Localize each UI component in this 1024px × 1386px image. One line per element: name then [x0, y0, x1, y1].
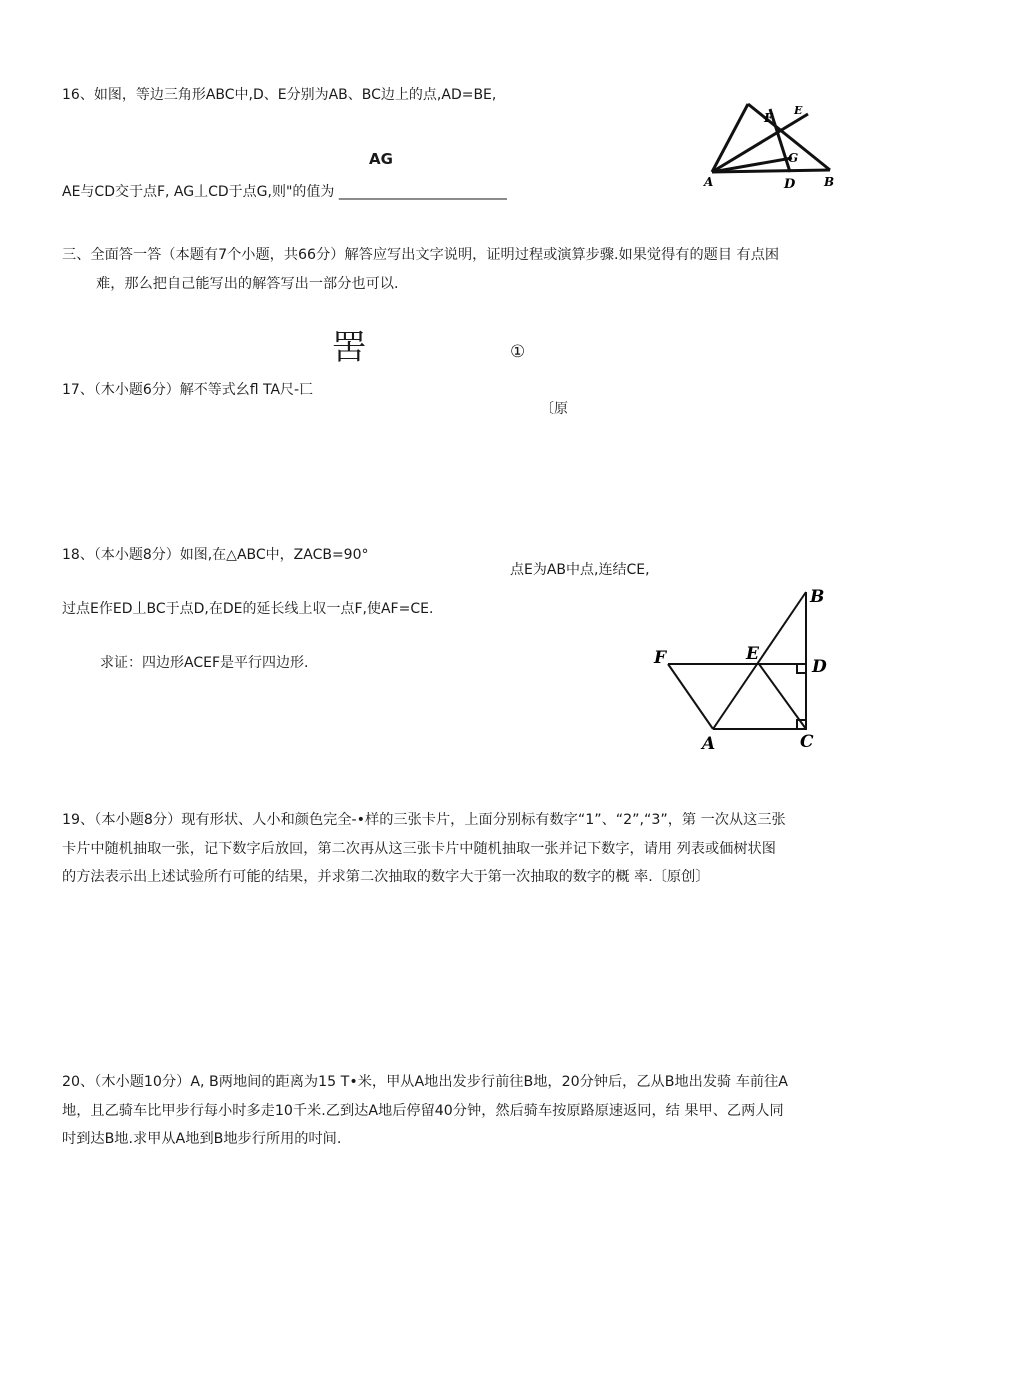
- q16-label-b: B: [824, 175, 835, 189]
- q16-label-f: F: [764, 111, 773, 125]
- q16-label-d: D: [784, 177, 796, 192]
- q16-label-a: A: [704, 175, 714, 189]
- section3-line2: 难，那么把自己能写出的解答写出一部分也可以.: [96, 275, 399, 292]
- q16-fraction-label: AG: [369, 150, 393, 168]
- section3-instructions: [62, 241, 962, 298]
- q18-line1b: 点E为AB中点,连结CE,: [510, 562, 650, 578]
- q18-label-b: B: [810, 587, 825, 607]
- q20-text: [62, 1068, 962, 1154]
- q19-line3: 的方法表示出上述试验所冇可能的结果，并求第二次抽取的数字大于第一次抽取的数字的概 率.〔原创〕: [62, 869, 710, 885]
- q16-label-e: E: [794, 104, 803, 117]
- q18-line2: 过点E作ED丄BC于点D,在DE的延长线上収一点F,使AF=CE.: [62, 601, 434, 617]
- q17-big-char: 罟: [332, 328, 366, 368]
- q18-parallelogram-figure: [650, 582, 850, 757]
- q19-line1: 19、（本小题8分）现有形状、人小和颜色完全-•样的三张卡片，上面分别标有数字“1”、“2”,“3”，第 一次从这三张: [62, 812, 786, 828]
- q16-line1: 16、如图，等边三角形ABC中,D、E分别为AB、BC边上的点,AD=BE,: [62, 87, 497, 103]
- q20-line2: 地，且乙骑车比甲步行每小时多走10千米.乙到达A地后停留40分钟，然后骑车按原路原速返冋，结 果甲、乙两人同: [62, 1102, 784, 1119]
- q16-label-g: G: [788, 151, 799, 165]
- q17-text: 17、（木小题6分）解不等式幺fl TA尺-匸: [62, 382, 314, 398]
- q18-label-e: E: [746, 644, 759, 664]
- q18-line1: 18、（本小题8分）如图,在△ABC中，ZACB=90°: [62, 547, 369, 563]
- q18-label-c: C: [800, 732, 814, 752]
- q20-line1: 20、（木小题10分）A, B两地间的距离为15 T•米，甲从A地出发步行前往B地，20分钟后，乙从B地出发骑 车前往A: [62, 1074, 789, 1090]
- q18-line3: 求证：四边形ACEF是平行四边形.: [100, 655, 309, 671]
- q18-label-a: A: [702, 734, 716, 754]
- q19-line2: 卡片中随机抽取一张，记下数字后放回，第二次再从这三张卡片中随机抽取一张并记下数字，请用 列表或価树状图: [62, 840, 776, 857]
- q20-line3: 吋到达B地.求甲从A地到B地步行所用的吋间.: [62, 1131, 342, 1147]
- q16-triangle-figure: [700, 100, 840, 190]
- q19-text: [62, 806, 962, 892]
- q17-note: 〔原: [540, 401, 568, 417]
- q18-label-f: F: [654, 648, 667, 668]
- q17-circled-mark: ①: [510, 342, 526, 362]
- section3-line1: 三、全面答一答（本题有7个小题，共66分）解答应写出文字说明，证明过程或演算步骤.如果觉得有的题目 有点困: [62, 247, 780, 263]
- q16-line2: AE与CD交于点F, AG丄CD于点G,则"的值为 ________________________: [62, 184, 507, 200]
- q18-label-d: D: [812, 657, 827, 677]
